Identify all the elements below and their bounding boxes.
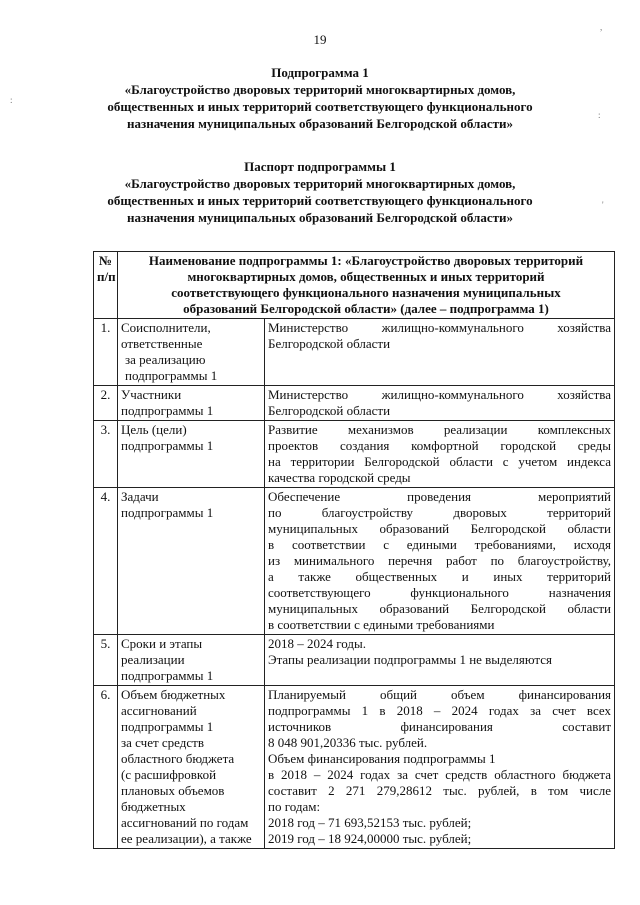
- row-label-line: реализации: [121, 652, 185, 667]
- row-text: [265, 421, 615, 488]
- row-text-line: Министерство жилищно-коммунального хозяйства: [268, 387, 612, 402]
- row-text-line: качества городской среды: [268, 470, 411, 485]
- row-label: [118, 319, 265, 386]
- row-label-line: подпрограммы 1: [121, 438, 214, 453]
- row-label-line: ответственные: [121, 336, 203, 351]
- row-label: [118, 421, 265, 488]
- row-text-line: в соответствии с едиными требованиями: [268, 617, 495, 632]
- row-text-line: в 2018 – 2024 годах за счет средств областного бюджета: [268, 767, 612, 782]
- row-label-line: подпрограммы 1: [121, 719, 214, 734]
- row-text-line: Развитие механизмов реализации комплексных: [268, 422, 612, 437]
- row-text-line: Этапы реализации подпрограммы 1 не выделяются: [268, 652, 553, 667]
- row-label-line: подпрограммы 1: [121, 403, 214, 418]
- row-text: [265, 488, 615, 635]
- row-text-line: составит 2 271 279,28612 тыс. рублей, в том числе: [268, 783, 612, 798]
- row-text-line: по годам:: [268, 799, 321, 814]
- passport-heading: [60, 158, 580, 226]
- row-text: [265, 319, 615, 386]
- subprogram-heading-line: Подпрограмма 1: [271, 65, 369, 80]
- row-text-line: Обеспечение проведения мероприятий: [268, 489, 612, 504]
- passport-table: [93, 251, 615, 849]
- table-header-row: [94, 252, 615, 319]
- subprogram-heading-line: общественных и иных территорий соответствующего функционального: [107, 99, 533, 114]
- row-label-line: Соисполнители,: [121, 320, 211, 335]
- row-text: [265, 686, 615, 849]
- row-num: 4.: [94, 488, 118, 635]
- scan-mark: ,: [600, 22, 603, 32]
- row-label-line: Участники: [121, 387, 182, 402]
- table-row: [94, 686, 615, 849]
- scan-mark: ': [602, 200, 604, 210]
- row-text-line: муниципальных образований Белгородской области: [268, 601, 612, 616]
- row-text-line: Белгородской области: [268, 403, 391, 418]
- row-num: 1.: [94, 319, 118, 386]
- row-text-line: в соответствии с едиными требованиями, исходя: [268, 537, 612, 552]
- row-text-line: Министерство жилищно-коммунального хозяйства: [268, 320, 612, 335]
- row-text-line: проектов создания комфортной городской среды: [268, 438, 612, 453]
- row-label-line: за счет средств: [121, 735, 204, 750]
- row-label-line: бюджетных: [121, 799, 186, 814]
- row-text: [265, 386, 615, 421]
- row-label-line: Сроки и этапы: [121, 636, 203, 651]
- row-label: [118, 488, 265, 635]
- passport-heading-line: Паспорт подпрограммы 1: [244, 159, 396, 174]
- table-row: [94, 421, 615, 488]
- subprogram-heading-line: «Благоустройство дворовых территорий многоквартирных домов,: [124, 82, 516, 97]
- row-label-line: Объем бюджетных: [121, 687, 226, 702]
- scan-mark: :: [598, 110, 601, 120]
- row-label: [118, 635, 265, 686]
- row-label-line: подпрограммы 1: [125, 368, 218, 383]
- row-label: [118, 686, 265, 849]
- row-num: 3.: [94, 421, 118, 488]
- row-text-line: по благоустройству дворовых территорий: [268, 505, 612, 520]
- header-num-cell: [94, 252, 118, 319]
- row-label-line: Цель (цели): [121, 422, 187, 437]
- row-text-line: источников финансирования составит: [268, 719, 612, 734]
- row-label-line: ее реализации), а также: [121, 831, 252, 846]
- header-title-cell: [118, 252, 615, 319]
- row-label-line: ассигнований: [121, 703, 197, 718]
- row-num: 6.: [94, 686, 118, 849]
- row-text-line: из минимального перечня работ по благоустройству,: [268, 553, 612, 568]
- page-number: 19: [313, 32, 327, 47]
- row-label-line: плановых объемов: [121, 783, 225, 798]
- header-title-line: многоквартирных домов, общественных и иных территорий: [187, 269, 545, 284]
- row-label-line: (с расшифровкой: [121, 767, 217, 782]
- row-text-line: 8 048 901,20336 тыс. рублей.: [268, 735, 428, 750]
- row-text: [265, 635, 615, 686]
- row-text-line: 2018 – 2024 годы.: [268, 636, 366, 651]
- scan-mark: :: [10, 95, 13, 105]
- row-num: 2.: [94, 386, 118, 421]
- row-text-line: муниципальных образований Белгородской области: [268, 521, 612, 536]
- header-title-line: образований Белгородской области» (далее – подпрограмма 1): [183, 301, 549, 316]
- passport-heading-line: назначения муниципальных образований Белгородской области»: [127, 210, 513, 225]
- table-row: [94, 319, 615, 386]
- header-title-line: Наименование подпрограммы 1: «Благоустройство дворовых территорий: [148, 253, 584, 268]
- row-text-line: на территории Белгородской области с учетом индекса: [268, 454, 612, 469]
- row-text-line: 2018 год – 71 693,52153 тыс. рублей;: [268, 815, 472, 830]
- row-text-line: а также общественных и иных территорий: [268, 569, 612, 584]
- row-label: [118, 386, 265, 421]
- table-row: [94, 635, 615, 686]
- row-label-line: ассигнований по годам: [121, 815, 249, 830]
- passport-heading-line: общественных и иных территорий соответствующего функционального: [107, 193, 533, 208]
- row-text-line: Белгородской области: [268, 336, 391, 351]
- row-label-line: подпрограммы 1: [121, 505, 214, 520]
- row-num: 5.: [94, 635, 118, 686]
- row-label-line: за реализацию: [125, 352, 206, 367]
- subprogram-heading-line: назначения муниципальных образований Белгородской области»: [127, 116, 513, 131]
- row-text-line: соответствующего функционального назначения: [268, 585, 612, 600]
- header-title-line: соответствующего функционального назначения муниципальных: [171, 285, 561, 300]
- row-label-line: подпрограммы 1: [121, 668, 214, 683]
- header-num-line: №: [98, 253, 113, 268]
- passport-heading-line: «Благоустройство дворовых территорий многоквартирных домов,: [124, 176, 516, 191]
- row-text-line: подпрограммы 1 в 2018 – 2024 годах за счет всех: [268, 703, 612, 718]
- table-row: [94, 386, 615, 421]
- table-row: [94, 488, 615, 635]
- header-num-line: п/п: [97, 269, 116, 284]
- row-label-line: Задачи: [121, 489, 159, 504]
- row-label-line: областного бюджета: [121, 751, 235, 766]
- row-text-line: 2019 год – 18 924,00000 тыс. рублей;: [268, 831, 472, 846]
- row-text-line: Планируемый общий объем финансирования: [268, 687, 612, 702]
- row-text-line: Объем финансирования подпрограммы 1: [268, 751, 496, 766]
- subprogram-heading: [60, 64, 580, 132]
